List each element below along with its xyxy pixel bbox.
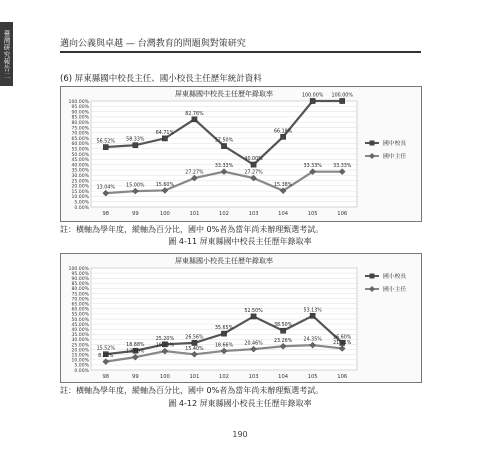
chart2-ytick-label: 20.00% bbox=[71, 348, 89, 354]
chart1-xtick-label: 99 bbox=[132, 211, 139, 217]
chart2-xtick-label: 102 bbox=[219, 374, 229, 380]
chart1-data-label: 64.71% bbox=[155, 130, 175, 136]
chart2-ytick-label: 75.00% bbox=[71, 292, 89, 298]
chart2-data-label: 52.50% bbox=[244, 308, 263, 314]
chart1-data-label: 82.76% bbox=[185, 111, 204, 117]
chart1-xtick-label: 101 bbox=[189, 211, 200, 217]
chart1-legend-marker-2 bbox=[369, 153, 375, 159]
chart1-data-label: 100.00% bbox=[301, 93, 324, 99]
chart1-data-label: 58.33% bbox=[126, 137, 145, 143]
page-number: 190 bbox=[232, 430, 248, 439]
chart2-data-label: 21.11% bbox=[333, 340, 352, 346]
chart2-xtick-label: 100 bbox=[159, 374, 170, 380]
section-title: (6) 屏東縣國中校長主任、國小校長主任歷年統計資料 bbox=[60, 74, 262, 84]
chart2-ytick-label: 10.00% bbox=[71, 358, 89, 364]
chart1-xtick-label: 102 bbox=[219, 211, 229, 217]
chart1-data-label: 27.27% bbox=[185, 170, 204, 176]
chart2-xtick-label: 98 bbox=[102, 374, 110, 380]
chart1-data-label: 57.50% bbox=[214, 138, 234, 144]
figure2-note: 註：橫軸為學年度，縱軸為百分比，國中 0%者為當年尚未辦理甄選考試。 bbox=[60, 386, 324, 395]
chart2-data-label: 18.66% bbox=[214, 343, 234, 349]
figure2-caption: 圖 4-12 屏東縣國小校長主任歷年錄取率 bbox=[168, 399, 312, 408]
chart1-ytick-label: 35.00% bbox=[71, 168, 89, 174]
chart2-ytick-label: 55.00% bbox=[71, 312, 89, 318]
figure1-note: 註：橫軸為學年度，縱軸為百分比，國中 0%者為當年尚未辦理甄選考試。 bbox=[60, 225, 324, 234]
chart1-ytick-label: 80.00% bbox=[71, 121, 89, 126]
chart1-legend-marker-1 bbox=[370, 141, 375, 146]
chart1-title: 屏東縣國中校長主任歷年錄取率 bbox=[175, 90, 273, 98]
running-header: 邁向公義與卓越 — 台灣教育的問題與對策研究 bbox=[60, 39, 246, 49]
chart1-xtick-label: 104 bbox=[278, 211, 289, 217]
chart2-data-label: 15.52% bbox=[96, 346, 115, 352]
chart1-ytick-label: 90.00% bbox=[71, 110, 89, 116]
chart1-xtick-label: 98 bbox=[102, 211, 110, 217]
chart2-point-s1 bbox=[310, 313, 315, 318]
chart1-data-label: 66.18% bbox=[273, 129, 293, 135]
chart2-legend-marker-2 bbox=[369, 286, 375, 292]
chart1-xtick-label: 100 bbox=[159, 211, 170, 217]
chart2-ytick-label: 100.00% bbox=[68, 266, 89, 272]
chart1-ytick-label: 65.00% bbox=[71, 136, 89, 142]
chart1-data-label: 27.27% bbox=[244, 170, 263, 176]
chart1-point-s1 bbox=[251, 162, 256, 167]
chart2-ytick-label: 80.00% bbox=[71, 287, 89, 293]
chart2-legend-marker-1 bbox=[370, 274, 375, 279]
chart2-data-label: 26.56% bbox=[185, 335, 204, 341]
chart2-ytick-label: 25.00% bbox=[71, 343, 89, 349]
chart1-ytick-label: 20.00% bbox=[71, 184, 89, 190]
chart2-xtick-label: 105 bbox=[307, 374, 318, 380]
chart2-ytick-label: 70.00% bbox=[71, 297, 89, 303]
chart1-point-s1 bbox=[281, 134, 286, 139]
chart2-xtick-label: 103 bbox=[248, 374, 259, 380]
chart2-ytick-label: 15.00% bbox=[71, 353, 89, 359]
chart2-title: 屏東縣國小校長主任歷年錄取率 bbox=[175, 257, 273, 265]
chart2-ytick-label: 60.00% bbox=[71, 307, 89, 313]
chart2-ytick-label: 0.00% bbox=[74, 368, 89, 374]
chart2-data-label: 18.88% bbox=[126, 343, 145, 349]
chart2-data-label: 35.65% bbox=[214, 326, 234, 332]
chart2-ytick-label: 50.00% bbox=[71, 317, 89, 323]
chart2-ytick-label: 95.00% bbox=[71, 271, 89, 277]
chart1-xtick-label: 103 bbox=[248, 211, 259, 217]
chart1-point-s1 bbox=[192, 117, 197, 122]
chart1-data-label: 33.33% bbox=[303, 164, 322, 170]
chart1-ytick-label: 75.00% bbox=[71, 126, 89, 132]
figure1-caption: 圖 4-11 屏東縣國中校長主任歷年錄取率 bbox=[168, 237, 312, 246]
chart-elementary bbox=[60, 253, 422, 383]
chart2-legend-label-2: 國小主任 bbox=[383, 287, 407, 293]
chart1-legend-label-2: 國中主任 bbox=[383, 154, 407, 160]
chart2-data-label: 38.50% bbox=[273, 323, 293, 329]
chart1-ytick-label: 95.00% bbox=[71, 105, 89, 111]
chart2-ytick-label: 30.00% bbox=[71, 338, 89, 344]
chart2-ytick-label: 5.00% bbox=[74, 363, 89, 369]
chart1-point-s1 bbox=[162, 136, 167, 141]
side-section-tab: 臺灣研究報告二 bbox=[0, 22, 13, 86]
chart-elementary-svg bbox=[61, 254, 421, 382]
chart1-data-label: 33.33% bbox=[214, 164, 234, 170]
chart1-data-label: 15.60% bbox=[155, 182, 175, 188]
chart1-data-label: 56.52% bbox=[96, 139, 115, 145]
chart1-ytick-label: 5.00% bbox=[74, 200, 89, 206]
chart1-point-s1 bbox=[310, 98, 315, 103]
chart2-data-label: 26.60% bbox=[333, 335, 352, 341]
chart1-ytick-label: 70.00% bbox=[71, 131, 89, 137]
chart2-data-label: 15.40% bbox=[185, 346, 204, 352]
chart1-ytick-label: 0.00% bbox=[74, 205, 89, 211]
chart2-ytick-label: 90.00% bbox=[71, 277, 89, 282]
chart2-ytick-label: 85.00% bbox=[71, 282, 89, 288]
chart1-data-label: 15.00% bbox=[126, 183, 145, 189]
chart2-data-label: 8.20% bbox=[98, 354, 114, 360]
chart2-data-label: 53.13% bbox=[303, 308, 322, 314]
chart1-ytick-label: 40.00% bbox=[71, 163, 89, 169]
chart2-ytick-label: 35.00% bbox=[71, 333, 89, 339]
chart2-xtick-label: 106 bbox=[337, 374, 348, 380]
chart2-xtick-label: 99 bbox=[132, 374, 139, 380]
chart-junior-high-svg bbox=[61, 87, 421, 221]
chart1-data-label: 15.38% bbox=[273, 183, 293, 189]
chart1-ytick-label: 55.00% bbox=[71, 147, 89, 153]
chart2-point-s1 bbox=[251, 314, 256, 319]
chart1-ytick-label: 30.00% bbox=[71, 174, 89, 179]
chart2-data-label: 23.26% bbox=[273, 338, 293, 344]
chart1-ytick-label: 15.00% bbox=[71, 189, 89, 195]
chart2-data-label: 25.20% bbox=[155, 336, 175, 342]
chart1-ytick-label: 60.00% bbox=[71, 142, 89, 148]
chart1-xtick-label: 106 bbox=[337, 211, 348, 217]
chart1-data-label: 33.33% bbox=[333, 164, 352, 170]
chart2-ytick-label: 40.00% bbox=[71, 328, 89, 333]
chart1-ytick-label: 25.00% bbox=[71, 179, 89, 185]
chart2-ytick-label: 65.00% bbox=[71, 302, 89, 308]
chart1-ytick-label: 85.00% bbox=[71, 115, 89, 121]
chart2-data-label: 12.60% bbox=[126, 349, 145, 355]
chart1-point-s1 bbox=[133, 143, 138, 148]
chart1-point-s1 bbox=[221, 143, 226, 148]
chart2-xtick-label: 101 bbox=[189, 374, 200, 380]
chart1-ytick-label: 50.00% bbox=[71, 152, 89, 158]
chart2-data-label: 20.46% bbox=[244, 341, 263, 347]
chart1-point-s1 bbox=[340, 98, 345, 103]
chart1-point-s1 bbox=[103, 144, 108, 149]
chart2-data-label: 18.50% bbox=[155, 343, 175, 349]
chart1-ytick-label: 10.00% bbox=[71, 195, 89, 201]
chart2-legend-label-1: 國小校長 bbox=[383, 274, 407, 280]
chart2-point-s1 bbox=[221, 331, 226, 336]
chart1-data-label: 40.00% bbox=[244, 157, 263, 163]
chart1-ytick-label: 100.00% bbox=[68, 99, 89, 105]
chart1-data-label: 13.04% bbox=[96, 185, 115, 191]
chart-junior-high bbox=[60, 86, 422, 222]
chart1-xtick-label: 105 bbox=[307, 211, 318, 217]
chart2-ytick-label: 45.00% bbox=[71, 322, 89, 328]
chart1-legend-label-1: 國中校長 bbox=[383, 141, 407, 147]
chart1-data-label: 100.00% bbox=[331, 93, 353, 99]
header-rule bbox=[60, 51, 421, 53]
chart2-data-label: 24.35% bbox=[303, 337, 322, 343]
chart2-xtick-label: 104 bbox=[278, 374, 289, 380]
chart2-point-s1 bbox=[281, 328, 286, 333]
chart1-ytick-label: 45.00% bbox=[71, 158, 89, 164]
chart2-point-s1 bbox=[192, 340, 197, 345]
